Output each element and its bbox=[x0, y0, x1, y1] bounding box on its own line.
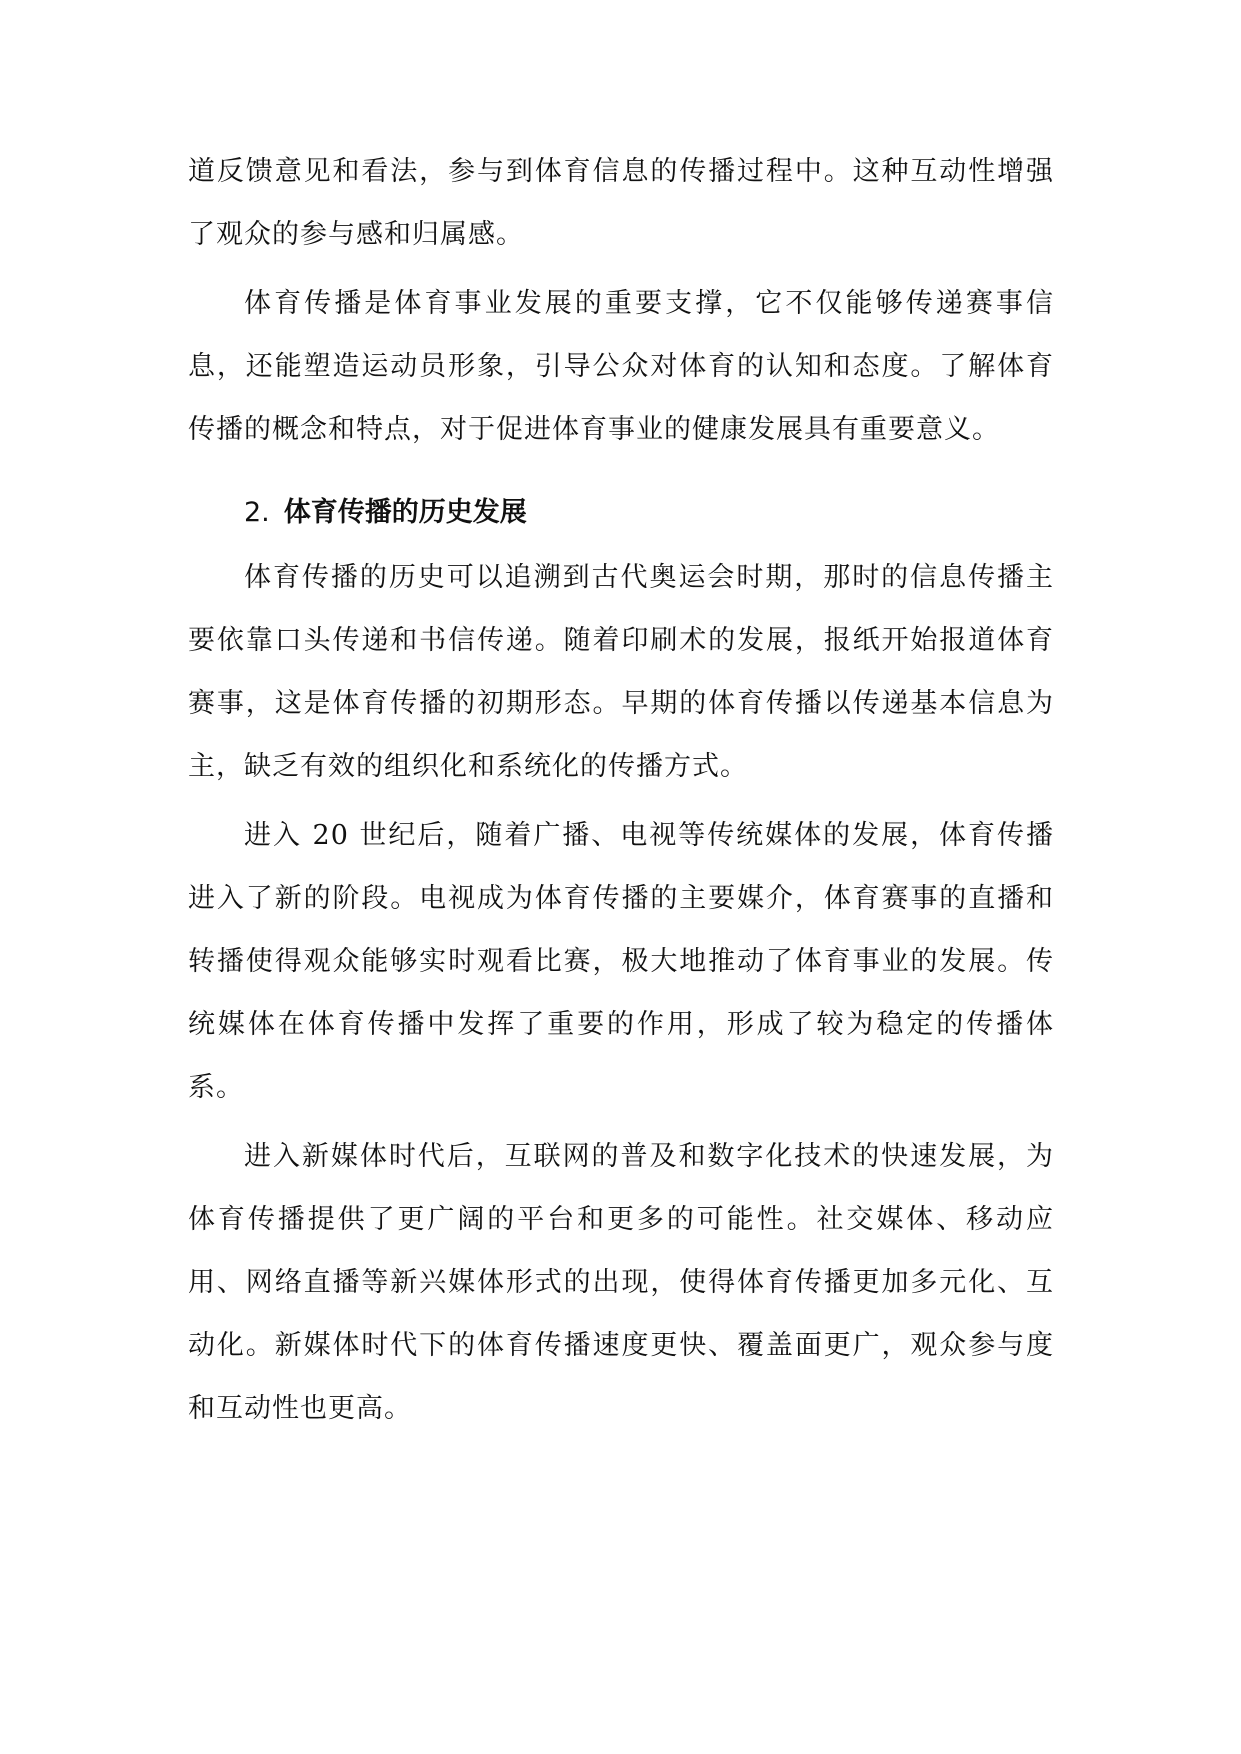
section-number: 2. bbox=[244, 497, 270, 528]
paragraph-history-early: 体育传播的历史可以追溯到古代奥运会时期，那时的信息传播主要依靠口头传递和书信传递。随着印刷术的发展，报纸开始报道体育赛事，这是体育传播的初期形态。早期的体育传播以传递基本信息为主，缺乏有效的组织化和系统化的传播方式。 bbox=[188, 562, 1054, 782]
section-title: 体育传播的历史发展 bbox=[283, 497, 527, 528]
paragraph-history-20th-century: 进入 20 世纪后，随着广播、电视等传统媒体的发展，体育传播进入了新的阶段。电视成为体育传播的主要媒介，体育赛事的直播和转播使得观众能够实时观看比赛，极大地推动了体育事业的发展。传统媒体在体育传播中发挥了重要的作用，形成了较为稳定的传播体系。 bbox=[188, 820, 1054, 1103]
paragraph-continuation: 道反馈意见和看法，参与到体育信息的传播过程中。这种互动性增强了观众的参与感和归属感。 bbox=[188, 156, 1054, 250]
document-body bbox=[188, 140, 1054, 1440]
section-heading bbox=[188, 481, 1054, 544]
paragraph-sports-communication-importance: 体育传播是体育事业发展的重要支撑，它不仅能够传递赛事信息，还能塑造运动员形象，引导公众对体育的认知和态度。了解体育传播的概念和特点，对于促进体育事业的健康发展具有重要意义。 bbox=[188, 288, 1054, 445]
paragraph-history-new-media: 进入新媒体时代后，互联网的普及和数字化技术的快速发展，为体育传播提供了更广阔的平台和更多的可能性。社交媒体、移动应用、网络直播等新兴媒体形式的出现，使得体育传播更加多元化、互动化。新媒体时代下的体育传播速度更快、覆盖面更广，观众参与度和互动性也更高。 bbox=[188, 1141, 1054, 1424]
